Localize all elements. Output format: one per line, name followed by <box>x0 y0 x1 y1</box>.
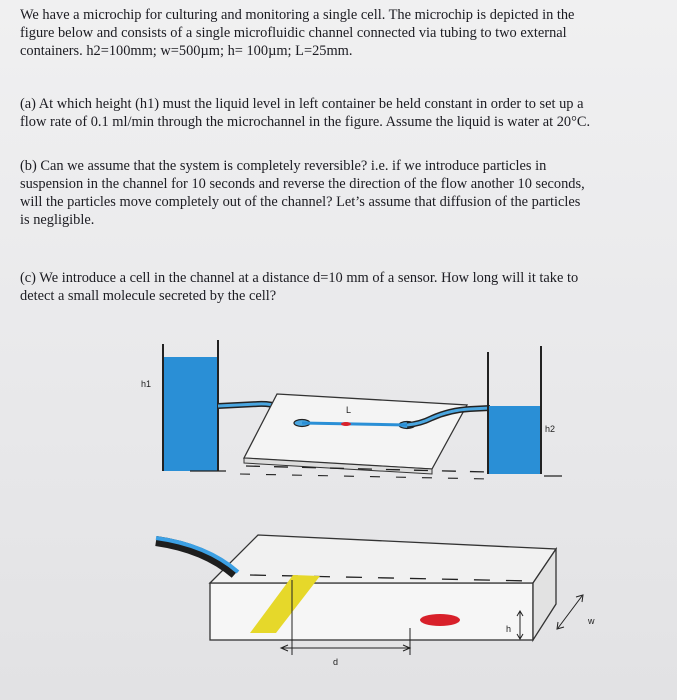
text-line: detect a small molecule secreted by the cell? <box>20 288 277 304</box>
text-line: We have a microchip for culturing and monitoring a single cell. The microchip is depicted in the <box>20 7 575 23</box>
label-d: d <box>333 657 339 667</box>
microchannel <box>302 423 407 425</box>
cell <box>420 614 460 626</box>
text-line: figure below and consists of a single microfluidic channel connected via tubing to two external <box>20 25 567 41</box>
label-h2: h2 <box>545 424 556 434</box>
right-container-water <box>489 406 540 474</box>
setup-diagram <box>141 340 562 479</box>
dimension-w-line <box>558 596 582 628</box>
text-line: (b) Can we assume that the system is completely reversible? i.e. if we introduce particles in <box>20 158 547 174</box>
text-line: is negligible. <box>20 212 95 228</box>
label-w: w <box>588 616 595 626</box>
text-line: containers. h2=100mm; w=500µm; h= 100µm; L=25mm. <box>20 43 353 59</box>
chip-top-face <box>244 394 467 469</box>
channel-closeup-diagram <box>156 535 595 667</box>
text-line: suspension in the channel for 10 seconds and reverse the direction of the flow another 10 seconds, <box>20 176 585 192</box>
text-line: (a) At which height (h1) must the liquid level in left container be held constant in order to set up a <box>20 96 584 112</box>
label-h1: h1 <box>141 379 152 389</box>
label-h: h <box>506 624 512 634</box>
label-L: L <box>346 405 352 415</box>
channel-cell <box>341 422 351 426</box>
left-container-water <box>164 357 217 471</box>
text-line: (c) We introduce a cell in the channel at a distance d=10 mm of a sensor. How long will it take to <box>20 270 579 286</box>
text-line: will the particles move completely out of the channel? Let’s assume that diffusion of the particles <box>20 194 581 210</box>
text-line: flow rate of 0.1 ml/min through the microchannel in the figure. Assume the liquid is water at 20°C. <box>20 114 591 130</box>
reference-dashed-line <box>240 474 490 479</box>
